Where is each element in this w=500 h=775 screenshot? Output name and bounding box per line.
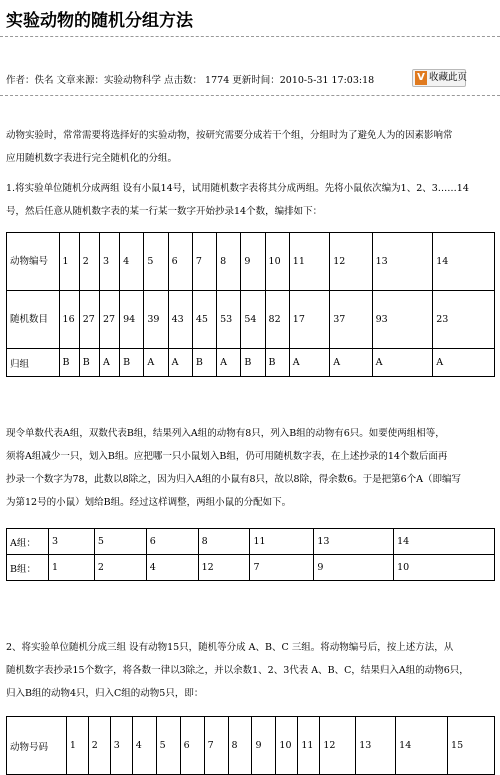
- table-cell: 2: [79, 233, 99, 291]
- text-line: 号，然后任意从随机数字表的某一行某一数字开始抄录14个数，编排如下：: [6, 206, 323, 217]
- table-cell: 13: [356, 717, 396, 775]
- title-divider: [0, 36, 500, 37]
- table-cell: A: [168, 349, 192, 377]
- text-line: 随机数字表抄录15个数字，将各数一律以3除之，并以余数1、2、3代表 A、B、C，结果归入A组的动物6只，: [6, 665, 469, 676]
- text-line: 抄录一个数字为78，此数以8除之，因为归入A组的小鼠有8只，故以8除，得余数6。于是把第6个A（即编写: [6, 474, 462, 485]
- intro-paragraph: [6, 124, 494, 170]
- table-cell: 27: [79, 291, 99, 349]
- table-cell: 7: [250, 555, 314, 581]
- table-cell: 3: [48, 529, 94, 555]
- table-row: [7, 233, 495, 291]
- table-cell: 5: [156, 717, 180, 775]
- table-cell: 14: [433, 233, 495, 291]
- table-cell: A: [217, 349, 241, 377]
- group-allocation-table: [6, 528, 495, 581]
- animal-number-label: 动物号码: [7, 717, 67, 775]
- table-cell: 93: [372, 291, 433, 349]
- random-number-table: [6, 232, 495, 377]
- row-label-random: 随机数目: [7, 291, 60, 349]
- table-cell: 2: [94, 555, 146, 581]
- table-cell: 10: [265, 233, 289, 291]
- table-cell: A: [99, 349, 119, 377]
- table-cell: 11: [298, 717, 320, 775]
- article-meta: 作者：佚名 文章来源：实验动物科学 点击数： 1774 更新时间：2010-5-31 17:03:18: [6, 75, 375, 86]
- table-cell: A: [289, 349, 329, 377]
- table-row: [7, 349, 495, 377]
- table-cell: 53: [217, 291, 241, 349]
- text-line: 为第12号的小鼠）划给B组。经过这样调整，两组小鼠的分配如下。: [6, 497, 292, 508]
- table-cell: 1: [66, 717, 88, 775]
- three-group-paragraph: [6, 636, 494, 705]
- table-cell: 45: [192, 291, 216, 349]
- table-cell: 43: [168, 291, 192, 349]
- table-cell: B: [241, 349, 265, 377]
- table-cell: 1: [48, 555, 94, 581]
- text-line: 2、将实验单位随机分成三组 设有动物15只，随机等分成 A、B、C 三组。将动物编号后，按上述方法，从: [6, 642, 454, 653]
- text-line: 归入B组的动物4只，归入C组的动物5只，即：: [6, 688, 204, 699]
- table-cell: 37: [330, 291, 372, 349]
- v-logo-icon: V: [415, 71, 427, 85]
- table-cell: 13: [372, 233, 433, 291]
- row-label-group: 归组: [7, 349, 60, 377]
- table-cell: 12: [320, 717, 356, 775]
- table-cell: 27: [99, 291, 119, 349]
- table-cell: 11: [289, 233, 329, 291]
- table-cell: 3: [110, 717, 132, 775]
- table-cell: B: [120, 349, 144, 377]
- table-cell: 8: [217, 233, 241, 291]
- table-cell: 12: [330, 233, 372, 291]
- table-cell: 15: [448, 717, 495, 775]
- text-line: 须将A组减少一只，划入B组。应把哪一只小鼠划入B组，仍可用随机数字表，在上述抄录的14个数后面再: [6, 451, 448, 462]
- table-cell: 7: [204, 717, 228, 775]
- table-cell: 4: [132, 717, 156, 775]
- table-cell: 9: [252, 717, 276, 775]
- table-cell: 14: [394, 529, 495, 555]
- group-a-label: A组：: [7, 529, 49, 555]
- table-cell: 6: [146, 529, 198, 555]
- table-cell: 54: [241, 291, 265, 349]
- animal-number-table: [6, 716, 495, 775]
- table-cell: 8: [228, 717, 252, 775]
- table-cell: 1: [59, 233, 79, 291]
- table-cell: 2: [88, 717, 110, 775]
- table-cell: 5: [94, 529, 146, 555]
- two-group-paragraph: [6, 177, 494, 223]
- table-row: [7, 555, 495, 581]
- table-cell: B: [192, 349, 216, 377]
- table-cell: 9: [241, 233, 265, 291]
- table-cell: B: [265, 349, 289, 377]
- table-cell: A: [372, 349, 433, 377]
- table-cell: 10: [276, 717, 298, 775]
- table-cell: 6: [168, 233, 192, 291]
- table-cell: 94: [120, 291, 144, 349]
- table-cell: 10: [394, 555, 495, 581]
- text-line: 现令单数代表A组，双数代表B组，结果列入A组的动物有8只，列入B组的动物有6只。如要使两组相等，: [6, 428, 445, 439]
- table-cell: 4: [146, 555, 198, 581]
- favorite-label: 收藏此页: [429, 72, 468, 83]
- table-cell: 3: [99, 233, 119, 291]
- meta-divider: [0, 95, 500, 96]
- text-line: 1.将实验单位随机分成两组 设有小鼠14号，试用随机数字表将其分成两组。先将小鼠依次编为1、2、3……14: [6, 183, 469, 194]
- table-cell: 17: [289, 291, 329, 349]
- table-cell: 7: [192, 233, 216, 291]
- table-cell: 9: [314, 555, 394, 581]
- table-cell: 39: [144, 291, 168, 349]
- table-row: [7, 717, 495, 775]
- table-cell: 82: [265, 291, 289, 349]
- table-cell: 8: [198, 529, 250, 555]
- table-cell: 12: [198, 555, 250, 581]
- article-title: 实验动物的随机分组方法: [6, 11, 193, 31]
- text-line: 动物实验时，常常需要将选择好的实验动物，按研究需要分成若干个组，分组时为了避免人为的因素影响常: [6, 130, 453, 141]
- table-cell: B: [59, 349, 79, 377]
- table-cell: 6: [180, 717, 204, 775]
- table-cell: A: [330, 349, 372, 377]
- table-cell: 13: [314, 529, 394, 555]
- table-row: [7, 529, 495, 555]
- table-cell: 5: [144, 233, 168, 291]
- table-cell: 16: [59, 291, 79, 349]
- adjustment-paragraph: [6, 422, 494, 514]
- table-cell: 14: [396, 717, 448, 775]
- favorite-button[interactable]: [412, 69, 466, 87]
- table-cell: A: [144, 349, 168, 377]
- table-cell: B: [79, 349, 99, 377]
- group-b-label: B组：: [7, 555, 49, 581]
- table-cell: 11: [250, 529, 314, 555]
- text-line: 应用随机数字表进行完全随机化的分组。: [6, 153, 178, 164]
- table-cell: 4: [120, 233, 144, 291]
- row-label-number: 动物编号: [7, 233, 60, 291]
- table-row: [7, 291, 495, 349]
- table-cell: 23: [433, 291, 495, 349]
- table-cell: A: [433, 349, 495, 377]
